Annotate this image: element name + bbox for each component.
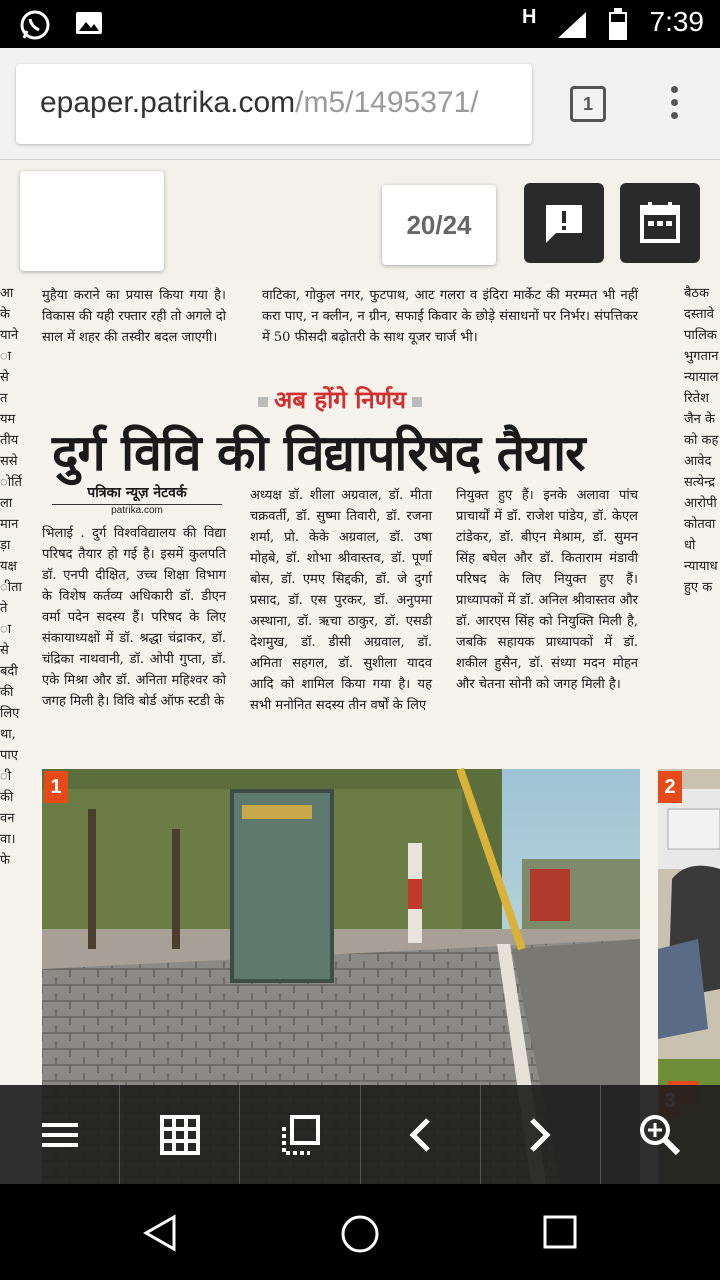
menu-button[interactable] [0,1085,120,1184]
photo-badge-1: 1 [44,771,68,803]
logo-card[interactable] [20,171,164,271]
top-left-snippet: मुहैया कराने का प्रयास किया गया है। विकास की यही रफ्तार रही तो अगले दो साल में शहर की तस्वीर बदल जाएगी। [42,288,226,345]
calendar-icon [638,201,682,245]
article-byline [52,483,222,516]
browser-toolbar [0,48,720,160]
photo-badge-2: 2 [658,771,682,803]
top-mid-snippet: वाटिका, गोकुल नगर, फुटपाथ, आट गलरा व इंदिरा मार्केट की मरम्मत भी नहीं करा पाए, न क्लीन, न ग्रीन, सफाई किवार के छोड़े संसाधनों पर निर्भर। संपत्तिकर में 50 फीसदी बढ़ोतरी के साथ यूजर चार्ज भी। [262,288,638,345]
next-icon [528,1117,552,1153]
url-host: epaper.patrika.com [40,86,296,119]
article-column-3: नियुक्त हुए हैं। इनके अलावा पांच प्राचार्यों में डॉ. राजेश पांडेय, डॉ. केएल टांडेकर, डॉ. बीएन मेश्राम, डॉ. सुमन सिंह बघेल और डॉ. किताराम मंडावी परिषद के लिए नियुक्त हुए हैं। प्राध्यापकों में डॉ. अनिल श्रीवास्तव और डॉ. आरएस सिंह को नियुक्ति मिली है, जबकि सहायक प्राध्यापकों में डॉ. शकील हुसैन, डॉ. संध्या मदन मोहन और चेतना सोनी को जगह मिली है। [456,488,638,692]
zoom-icon [638,1113,682,1157]
zoom-button[interactable] [601,1085,720,1184]
feedback-icon [542,201,586,245]
epaper-page[interactable] [0,283,720,1184]
whatsapp-icon [18,8,52,42]
home-icon[interactable] [340,1214,380,1254]
article-headline: दुर्ग विवि की विद्यापरिषद तैयार [52,423,585,482]
article-kicker [240,383,440,416]
clock: 7:39 [649,6,704,37]
reader-toolbar [0,1085,720,1184]
grid-icon [160,1115,200,1155]
status-bar [0,0,720,48]
article-column-1: भिलाई . दुर्ग विश्वविद्यालय की विद्या परिषद तैयार हो गई है। इसमें कुलपति डॉ. एनपी दीक्षित, उच्च शिक्षा विभाग के विशेष कर्तव्य अधिकारी डॉ. डीएन वर्मा पदेन सदस्य हैं। परिषद के लिए संकायाध्यक्षों में डॉ. श्रद्धा चंद्राकर, डॉ. चंद्रिका नाथवानी, डॉ. ओपी गुप्ता, डॉ. एके मिश्रा और डॉ. अनिता महिश्वर को जगह मिली है। विवि बोर्ड ऑफ स्टडी के [42,526,226,709]
system-nav-bar [0,1184,720,1280]
overflow-menu-button[interactable] [660,86,688,126]
kicker-text: अब होंगे निर्णय [273,385,407,414]
left-edge-text: आ के याने ा से त यम तीय ससे ोर्ति ला मान ड़ा यक्ष ीता ते ा से बदी की लिए था, पाए ी की वन वा। फे [0,286,22,868]
page-indicator[interactable]: 20/24 [382,185,496,265]
grid-view-button[interactable] [120,1085,240,1184]
right-edge-text: बैठक दस्तावे पालिक भुगतान न्यायाल रितेश जैन के को कह आवेद सत्येन्द्र आरोपी कोतवा धो न्यायाध हुए क [684,286,719,595]
page-content [0,161,720,1184]
pages-icon [280,1115,320,1155]
recents-icon[interactable] [542,1214,578,1250]
signal-icon [556,10,588,40]
previous-page-button[interactable] [361,1085,481,1184]
battery-icon [608,8,628,40]
prev-icon [408,1117,432,1153]
tab-switcher-button[interactable]: 1 [570,86,606,122]
feedback-button[interactable] [524,183,604,263]
network-type-label: H [522,6,537,28]
byline-name: पत्रिका न्यूज़ नेटवर्क [52,483,222,505]
calendar-button[interactable] [620,183,700,263]
url-text [40,86,479,120]
pages-button[interactable] [240,1085,360,1184]
url-path: /m5/1495371/ [295,86,479,119]
address-bar[interactable] [16,64,532,144]
gallery-icon [74,8,104,42]
byline-site: patrika.com [111,505,163,516]
menu-icon [40,1120,80,1150]
next-page-button[interactable] [481,1085,601,1184]
article-column-2: अध्यक्ष डॉ. शीला अग्रवाल, डॉ. मीता चक्रवर्ती, डॉ. सुष्मा तिवारी, डॉ. रजना शर्मा, प्रो. केके अग्रवाल, डॉ. उषा मोहबे, डॉ. शोभा श्रीवास्तव, डॉ. पूर्णा बोस, डॉ. एमए सिद्दकी, डॉ. जे दुर्गा प्रसाद, डॉ. एस पुरकर, डॉ. अनुपमा अस्थाना, डॉ. ऋचा ठाकुर, डॉ. एसडी देशमुख, डॉ. डीसी अग्रवाल, डॉ. अमिता सहगल, डॉ. सुशीला यादव आदि को शामिल किया गया है। यह सभी मनोनित सदस्य तीन वर्षों के लिए [250,488,432,713]
back-icon[interactable] [142,1214,178,1252]
